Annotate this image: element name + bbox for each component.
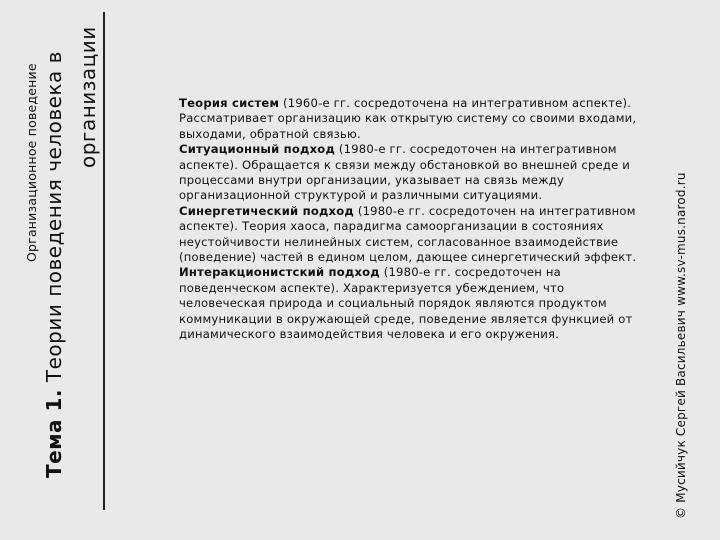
section-text: (1980-е гг. сосредоточен на поведенческом аспекте). Характеризуется убеждением, что человеческая природа и социальный порядок являются продуктом коммуникации в окружающей среде, поведение является функцией от динамического взаимодействия человека и его окружения. (179, 265, 633, 342)
section-text: (1960-е гг. сосредоточена на интегративном аспекте). Рассматривает организацию как открытую систему со своими входами, выходами, обратной связью. (179, 96, 637, 141)
section-text: (1980-е гг. сосредоточен на интегративном аспекте). Обращается к связи между обстановкой во внешней среде и процессами внутри организации, указывает на связь между организационной структурой и различными ситуациями. (179, 142, 631, 203)
section-term: Ситуационный подход (179, 142, 336, 157)
section-synergetic-approach (179, 204, 639, 266)
course-title: Организационное поведение (24, 63, 39, 262)
topic-title-text: Теории поведения человека в (42, 51, 66, 383)
vertical-divider (103, 12, 105, 510)
section-systems-theory (179, 96, 639, 142)
copyright-text: © Мусийчук Сергей Васильевич www.sv-mus.narod.ru (674, 172, 688, 519)
topic-number: Тема 1. (42, 388, 66, 478)
topic-title-line1 (42, 51, 66, 478)
section-term: Теория систем (179, 96, 280, 110)
section-text: (1980-е гг. сосредоточен на интегративном аспекте). Теория хаоса, парадигма самоорганизации в состояниях неустойчивости нелинейных систем, согласованное взаимодействие (поведение) частей в едином целом, дающее синергетический эффект. (179, 203, 637, 265)
section-interactionist-approach (179, 265, 639, 342)
section-term: Интеракционистский подход (179, 265, 380, 280)
topic-title-line2: организации (76, 26, 100, 168)
section-term: Синергетический подход (179, 203, 354, 218)
content-text (179, 96, 639, 343)
section-situational-approach (179, 142, 639, 204)
